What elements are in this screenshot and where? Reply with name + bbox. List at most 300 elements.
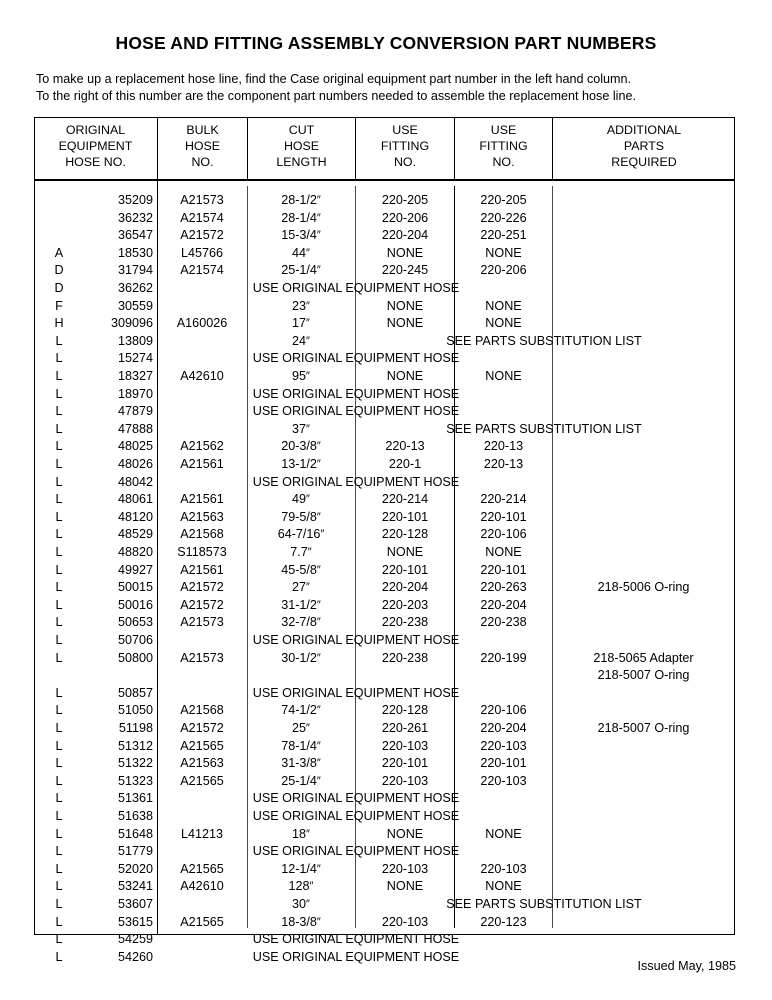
row-bulk-hose-no: L45766	[180, 245, 224, 260]
row-group-prefix: L	[55, 932, 63, 947]
table-row	[34, 421, 735, 439]
row-cut-hose-length	[248, 526, 354, 544]
inch-mark-icon: ″	[316, 704, 321, 717]
row-group-prefix: L	[55, 756, 63, 771]
row-cut-hose-length	[248, 562, 354, 580]
row-group-prefix: L	[55, 457, 63, 471]
table-row	[34, 738, 735, 756]
table-row	[34, 755, 735, 773]
table-row	[34, 474, 735, 492]
row-additional-parts-required-2: 218-5007 O-ring	[597, 668, 690, 683]
inch-mark-icon: ″	[306, 722, 310, 734]
row-bulk-hose-no: A21573	[180, 650, 224, 665]
table-row	[34, 210, 735, 228]
row-use-fitting-no-2: NONE	[485, 545, 522, 559]
table-row	[34, 790, 735, 808]
header-line: LENGTH	[276, 155, 327, 170]
row-cut-hose-length-value: 27	[292, 580, 307, 595]
row-use-fitting-no-2: 220-238	[480, 615, 527, 630]
row-cut-hose-length	[248, 826, 354, 844]
row-use-fitting-no-1: 220-128	[381, 527, 429, 542]
table-row	[34, 808, 735, 826]
row-original-equipment-hose-no: 13809	[117, 333, 153, 348]
header-line: USE	[490, 123, 517, 137]
header-line: USE	[392, 123, 418, 137]
row-use-fitting-no-2: NONE	[485, 369, 522, 383]
row-group-prefix: L	[55, 897, 63, 911]
row-group-prefix: L	[55, 597, 63, 612]
row-group-prefix: L	[55, 633, 63, 647]
row-use-fitting-no-1: 220-203	[381, 597, 429, 612]
row-use-fitting-no-2: NONE	[485, 826, 522, 841]
row-group-prefix: L	[55, 879, 63, 894]
row-cut-hose-length	[248, 755, 354, 773]
header-additional-parts-required	[553, 122, 735, 171]
table-row	[34, 192, 735, 210]
row-original-equipment-hose-no: 50653	[117, 615, 153, 630]
row-cut-hose-length	[248, 456, 354, 474]
table-row	[34, 702, 735, 720]
header-line: HOSE NO.	[65, 155, 126, 170]
table-row	[34, 650, 735, 683]
row-original-equipment-hose-no: 51198	[118, 721, 153, 735]
row-cut-hose-length-value: 7.7	[290, 545, 308, 559]
row-cut-hose-length	[248, 192, 354, 210]
row-use-fitting-no-2: 220-103	[480, 861, 527, 876]
row-group-prefix: L	[55, 791, 63, 806]
table-row	[34, 720, 735, 738]
row-original-equipment-hose-no: 53241	[117, 879, 153, 894]
row-use-fitting-no-2: 220-13	[483, 457, 524, 471]
row-group-prefix: L	[55, 439, 63, 454]
row-use-fitting-no-2: NONE	[485, 879, 522, 894]
table-row	[34, 632, 735, 650]
inch-mark-icon: ″	[316, 862, 321, 875]
row-group-prefix: L	[55, 404, 63, 419]
row-use-fitting-no-2: 220-103	[480, 773, 527, 788]
row-use-original-equipment-hose-note: USE ORIGINAL EQUIPMENT HOSE	[252, 791, 460, 806]
row-additional-parts-required: 218-5006 O-ring	[597, 580, 690, 595]
row-use-original-equipment-hose-note: USE ORIGINAL EQUIPMENT HOSE	[252, 404, 460, 419]
row-use-fitting-no-1: 220-214	[381, 492, 429, 507]
inch-mark-icon: ″	[316, 651, 321, 664]
row-cut-hose-length-value: 15-3/4	[281, 228, 317, 243]
row-cut-hose-length-value: 13-1/2	[281, 457, 317, 471]
row-bulk-hose-no: L41213	[180, 826, 224, 841]
row-original-equipment-hose-no: 48820	[117, 545, 153, 559]
row-bulk-hose-no: A21568	[180, 527, 224, 542]
row-original-equipment-hose-no: 51648	[117, 826, 153, 841]
row-cut-hose-length-value: 23	[292, 298, 307, 313]
row-use-original-equipment-hose-note: USE ORIGINAL EQUIPMENT HOSE	[252, 844, 460, 859]
row-use-fitting-no-1: 220-13	[385, 439, 425, 454]
row-use-fitting-no-1: 220-103	[381, 861, 429, 876]
row-cut-hose-length-value: 25-1/4	[281, 263, 317, 278]
issued-date: Issued May, 1985	[637, 959, 736, 973]
table-row	[34, 861, 735, 879]
row-use-fitting-no-2: 220-214	[480, 492, 527, 507]
row-use-fitting-no-1: 220-238	[381, 615, 429, 630]
row-group-prefix: L	[55, 861, 63, 876]
header-line: FITTING	[479, 139, 528, 154]
row-original-equipment-hose-no: 48042	[117, 474, 153, 489]
row-bulk-hose-no: A21561	[180, 492, 224, 507]
row-use-fitting-no-1: 220-206	[381, 210, 429, 225]
row-use-fitting-no-1: NONE	[386, 879, 424, 894]
row-group-prefix: L	[55, 562, 63, 577]
row-cut-hose-length	[248, 579, 354, 597]
row-original-equipment-hose-no: 53607	[117, 897, 153, 911]
inch-mark-icon: ″	[306, 827, 310, 840]
table-row	[34, 333, 735, 351]
row-cut-hose-length	[248, 738, 354, 756]
row-bulk-hose-no: A21574	[180, 210, 224, 225]
row-use-fitting-no-1: 220-101	[381, 509, 429, 524]
row-original-equipment-hose-no: 50857	[117, 685, 153, 700]
row-bulk-hose-no: A160026	[176, 316, 228, 331]
table-row	[34, 526, 735, 544]
inch-mark-icon: ″	[309, 880, 314, 893]
header-line: EQUIPMENT	[58, 139, 133, 154]
row-cut-hose-length-value: 31-1/2	[281, 597, 317, 612]
row-group-prefix: L	[55, 421, 63, 436]
row-group-prefix: L	[55, 527, 63, 542]
inch-mark-icon: ″	[306, 898, 310, 910]
row-cut-hose-length	[248, 544, 354, 562]
row-use-fitting-no-2: 220-206	[480, 263, 527, 278]
row-group-prefix: L	[55, 826, 63, 841]
row-cut-hose-length-value: 37	[292, 421, 307, 436]
row-cut-hose-length	[248, 438, 354, 456]
row-use-original-equipment-hose-note: USE ORIGINAL EQUIPMENT HOSE	[252, 633, 460, 647]
row-cut-hose-length	[248, 315, 354, 333]
table-row	[34, 914, 735, 932]
table-row	[34, 368, 735, 386]
header-bulk-hose-no	[158, 122, 247, 171]
row-use-fitting-no-2: 220-204	[480, 721, 527, 735]
table-row	[34, 315, 735, 333]
row-group-prefix: L	[55, 333, 63, 348]
row-cut-hose-length-value: 12-1/4	[281, 861, 317, 876]
row-original-equipment-hose-no: 31794	[117, 263, 153, 278]
row-group-prefix: L	[55, 351, 63, 366]
header-line: HOSE	[184, 139, 221, 154]
intro-paragraph	[36, 71, 742, 105]
inch-mark-icon: ″	[316, 915, 321, 928]
inch-mark-icon: ″	[316, 739, 321, 752]
table-row	[34, 227, 735, 245]
row-original-equipment-hose-no: 48120	[117, 509, 153, 524]
row-bulk-hose-no: A21565	[180, 773, 224, 788]
row-original-equipment-hose-no: 50800	[117, 650, 153, 665]
row-cut-hose-length-value: 28-1/2	[281, 193, 317, 207]
table-row	[34, 403, 735, 421]
inch-mark-icon: ″	[316, 510, 321, 523]
row-bulk-hose-no: A21565	[180, 861, 224, 876]
row-use-fitting-no-2: 220-226	[480, 210, 527, 225]
table-row	[34, 931, 735, 949]
row-use-fitting-no-2: 220-106	[480, 527, 527, 542]
row-use-fitting-no-1: 220-245	[381, 263, 429, 278]
row-original-equipment-hose-no: 36232	[117, 210, 153, 225]
inch-mark-icon: ″	[316, 757, 321, 770]
row-see-parts-substitution-list-note: SEE PARTS SUBSTITUTION LIST	[446, 333, 642, 348]
row-original-equipment-hose-no: 51312	[117, 738, 153, 753]
table-row	[34, 597, 735, 615]
row-original-equipment-hose-no: 50016	[117, 597, 153, 612]
row-use-fitting-no-2: 220-101	[480, 562, 527, 577]
row-cut-hose-length	[248, 509, 354, 527]
row-bulk-hose-no: A21563	[180, 756, 224, 771]
row-cut-hose-length	[248, 773, 354, 791]
row-bulk-hose-no: A21562	[180, 439, 224, 454]
row-bulk-hose-no: A21565	[180, 738, 224, 753]
row-cut-hose-length	[248, 210, 354, 228]
row-cut-hose-length	[248, 702, 354, 720]
row-cut-hose-length-value: 28-1/4	[281, 210, 317, 225]
row-use-original-equipment-hose-note: USE ORIGINAL EQUIPMENT HOSE	[252, 474, 460, 489]
header-line: PARTS	[623, 139, 665, 154]
inch-mark-icon: ″	[307, 546, 312, 558]
row-cut-hose-length-value: 64-7/16	[277, 527, 321, 542]
row-cut-hose-length-value: 49	[292, 492, 307, 507]
row-cut-hose-length-value: 18	[292, 826, 307, 841]
header-use-fitting-no-1	[356, 122, 454, 171]
table-row	[34, 562, 735, 580]
header-line: CUT	[288, 123, 315, 137]
row-use-original-equipment-hose-note: USE ORIGINAL EQUIPMENT HOSE	[252, 281, 460, 295]
row-cut-hose-length-value: 24	[292, 333, 307, 348]
row-cut-hose-length	[248, 878, 354, 896]
row-use-fitting-no-2: 220-205	[480, 193, 527, 207]
table-row	[34, 509, 735, 527]
row-use-fitting-no-1: NONE	[386, 298, 424, 313]
row-group-prefix: L	[55, 738, 63, 753]
row-bulk-hose-no: A21568	[180, 703, 224, 718]
row-use-fitting-no-1: 220-103	[381, 914, 429, 929]
row-cut-hose-length-value: 79-5/8	[281, 509, 317, 524]
row-original-equipment-hose-no: 53615	[117, 914, 153, 929]
row-cut-hose-length-value: 95	[292, 369, 307, 383]
row-cut-hose-length-value: 20-3/8	[281, 439, 317, 454]
row-group-prefix: L	[55, 685, 63, 700]
row-use-original-equipment-hose-note: USE ORIGINAL EQUIPMENT HOSE	[252, 351, 460, 366]
row-bulk-hose-no: A21563	[180, 509, 224, 524]
row-use-fitting-no-1: NONE	[386, 245, 424, 260]
row-group-prefix: L	[55, 492, 63, 507]
inch-mark-icon: ″	[316, 229, 321, 242]
row-bulk-hose-no: A21572	[180, 228, 224, 243]
row-use-fitting-no-2: 220-263	[480, 580, 527, 595]
table-row	[34, 667, 735, 685]
row-original-equipment-hose-no: 51779	[117, 844, 153, 859]
row-use-fitting-no-1: 220-238	[381, 650, 429, 665]
row-use-fitting-no-1: NONE	[386, 316, 424, 331]
row-cut-hose-length	[248, 861, 354, 879]
header-line: HOSE	[283, 139, 320, 154]
table-row	[34, 614, 735, 632]
row-use-fitting-no-2: 220-13	[483, 439, 524, 454]
row-cut-hose-length	[248, 491, 354, 509]
inch-mark-icon: ″	[316, 194, 321, 206]
inch-mark-icon: ″	[316, 774, 321, 787]
row-use-fitting-no-1: 220-205	[381, 193, 429, 207]
row-original-equipment-hose-no: 48025	[117, 439, 153, 454]
row-group-prefix: L	[55, 650, 63, 665]
row-original-equipment-hose-no: 18970	[117, 386, 153, 401]
row-group-prefix: L	[55, 773, 63, 788]
row-cut-hose-length	[248, 368, 354, 386]
row-bulk-hose-no: A21574	[180, 263, 224, 278]
inch-mark-icon: ″	[316, 598, 321, 611]
row-original-equipment-hose-no: 36262	[117, 281, 153, 295]
row-use-fitting-no-1: NONE	[386, 826, 424, 841]
header-use-fitting-no-2	[455, 122, 552, 171]
row-group-prefix: L	[55, 914, 63, 929]
row-cut-hose-length	[248, 720, 354, 738]
row-use-original-equipment-hose-note: USE ORIGINAL EQUIPMENT HOSE	[252, 809, 460, 823]
header-line: NO.	[393, 155, 417, 170]
row-group-prefix: L	[55, 844, 63, 859]
row-cut-hose-length	[248, 227, 354, 245]
row-use-fitting-no-2: NONE	[485, 245, 522, 260]
inch-mark-icon: ″	[316, 211, 321, 224]
row-original-equipment-hose-no: 50706	[117, 633, 153, 647]
header-cut-hose-length	[248, 122, 355, 171]
row-bulk-hose-no: A21572	[180, 597, 224, 612]
header-line: NO.	[492, 155, 515, 170]
row-group-prefix: L	[55, 949, 63, 964]
row-original-equipment-hose-no: 49927	[117, 562, 153, 577]
table-row	[34, 949, 735, 967]
inch-mark-icon: ″	[306, 299, 310, 312]
row-original-equipment-hose-no: 51322	[117, 756, 153, 771]
row-original-equipment-hose-no: 47879	[117, 404, 153, 419]
row-group-prefix: A	[54, 245, 64, 260]
row-group-prefix: L	[55, 509, 63, 524]
row-additional-parts-required: 218-5065 Adapter	[593, 650, 694, 665]
row-see-parts-substitution-list-note: SEE PARTS SUBSTITUTION LIST	[446, 421, 642, 436]
row-use-fitting-no-1: 220-204	[381, 228, 429, 243]
row-original-equipment-hose-no: 35209	[117, 193, 153, 207]
row-group-prefix: D	[54, 263, 64, 278]
row-cut-hose-length-value: 74-1/2	[281, 703, 317, 718]
row-group-prefix: L	[55, 615, 63, 630]
inch-mark-icon: ″	[306, 581, 310, 594]
table-row	[34, 685, 735, 703]
row-use-fitting-no-1: NONE	[386, 545, 424, 559]
row-use-fitting-no-2: 220-101	[480, 509, 527, 524]
row-use-fitting-no-1: NONE	[386, 369, 424, 383]
row-original-equipment-hose-no: 15274	[117, 351, 153, 366]
row-cut-hose-length-value: 25-1/4	[281, 773, 317, 788]
header-original-equipment-hose-no	[34, 122, 157, 171]
row-original-equipment-hose-no: 52020	[117, 861, 153, 876]
header-line: FITTING	[380, 139, 430, 154]
row-use-fitting-no-2: NONE	[485, 298, 522, 313]
table-row	[34, 491, 735, 509]
row-group-prefix: L	[55, 721, 63, 735]
row-bulk-hose-no: A21561	[180, 457, 224, 471]
header-line: BULK	[186, 123, 219, 137]
row-group-prefix: L	[55, 580, 63, 595]
row-original-equipment-hose-no: 309096	[110, 316, 153, 331]
row-cut-hose-length	[248, 914, 354, 932]
row-cut-hose-length	[248, 421, 354, 439]
row-use-fitting-no-2: 220-123	[480, 914, 527, 929]
inch-mark-icon: ″	[306, 422, 310, 435]
row-use-fitting-no-1: 220-1	[388, 457, 422, 471]
row-use-fitting-no-2: 220-204	[480, 597, 527, 612]
row-group-prefix: F	[55, 298, 63, 313]
table-row	[34, 843, 735, 861]
table-row	[34, 826, 735, 844]
intro-line-1: To make up a replacement hose line, find the Case original equipment part number in the left hand column.	[36, 72, 632, 86]
inch-mark-icon: ″	[316, 264, 321, 277]
table-row	[34, 298, 735, 316]
row-cut-hose-length-value: 30-1/2	[281, 650, 317, 665]
conversion-table-body	[34, 179, 735, 964]
inch-mark-icon: ″	[316, 563, 321, 576]
row-use-fitting-no-1: 220-261	[381, 721, 429, 735]
row-use-fitting-no-2: 220-251	[480, 228, 527, 243]
table-row	[34, 262, 735, 280]
row-cut-hose-length-value: 44	[292, 245, 307, 260]
table-row	[34, 456, 735, 474]
row-bulk-hose-no: A21561	[180, 562, 224, 577]
row-original-equipment-hose-no: 54260	[117, 949, 153, 964]
inch-mark-icon: ″	[306, 334, 310, 347]
table-row	[34, 579, 735, 597]
row-cut-hose-length-value: 128	[288, 879, 310, 894]
row-use-fitting-no-2: 220-106	[480, 703, 527, 718]
row-original-equipment-hose-no: 54259	[117, 932, 153, 947]
row-bulk-hose-no: S118573	[177, 545, 227, 559]
header-line: NO.	[191, 155, 214, 170]
table-row	[34, 896, 735, 914]
table-row	[34, 245, 735, 263]
row-cut-hose-length-value: 45-5/8	[281, 562, 317, 577]
inch-mark-icon: ″	[316, 616, 321, 629]
row-use-fitting-no-1: 220-128	[381, 703, 429, 718]
row-cut-hose-length	[248, 333, 354, 351]
table-row	[34, 878, 735, 896]
row-group-prefix: L	[55, 369, 63, 383]
table-row	[34, 544, 735, 562]
row-cut-hose-length-value: 25	[292, 721, 307, 735]
row-cut-hose-length	[248, 896, 354, 914]
table-row	[34, 773, 735, 791]
row-cut-hose-length-value: 32-7/8	[281, 615, 317, 630]
row-use-fitting-no-2: NONE	[485, 316, 522, 331]
table-row	[34, 386, 735, 404]
header-line: ORIGINAL	[65, 123, 126, 137]
row-original-equipment-hose-no: 18530	[117, 245, 153, 260]
inch-mark-icon: ″	[306, 370, 310, 382]
row-cut-hose-length-value: 31-3/8	[281, 756, 317, 771]
row-cut-hose-length	[248, 597, 354, 615]
row-bulk-hose-no: A21572	[180, 580, 224, 595]
row-bulk-hose-no: A21573	[180, 193, 224, 207]
row-original-equipment-hose-no: 48026	[117, 457, 153, 471]
row-use-fitting-no-1: 220-103	[381, 738, 429, 753]
row-group-prefix: H	[54, 316, 64, 331]
row-use-original-equipment-hose-note: USE ORIGINAL EQUIPMENT HOSE	[252, 949, 460, 964]
row-cut-hose-length	[248, 262, 354, 280]
row-original-equipment-hose-no: 51323	[117, 773, 153, 788]
row-use-original-equipment-hose-note: USE ORIGINAL EQUIPMENT HOSE	[252, 386, 460, 401]
row-cut-hose-length	[248, 245, 354, 263]
